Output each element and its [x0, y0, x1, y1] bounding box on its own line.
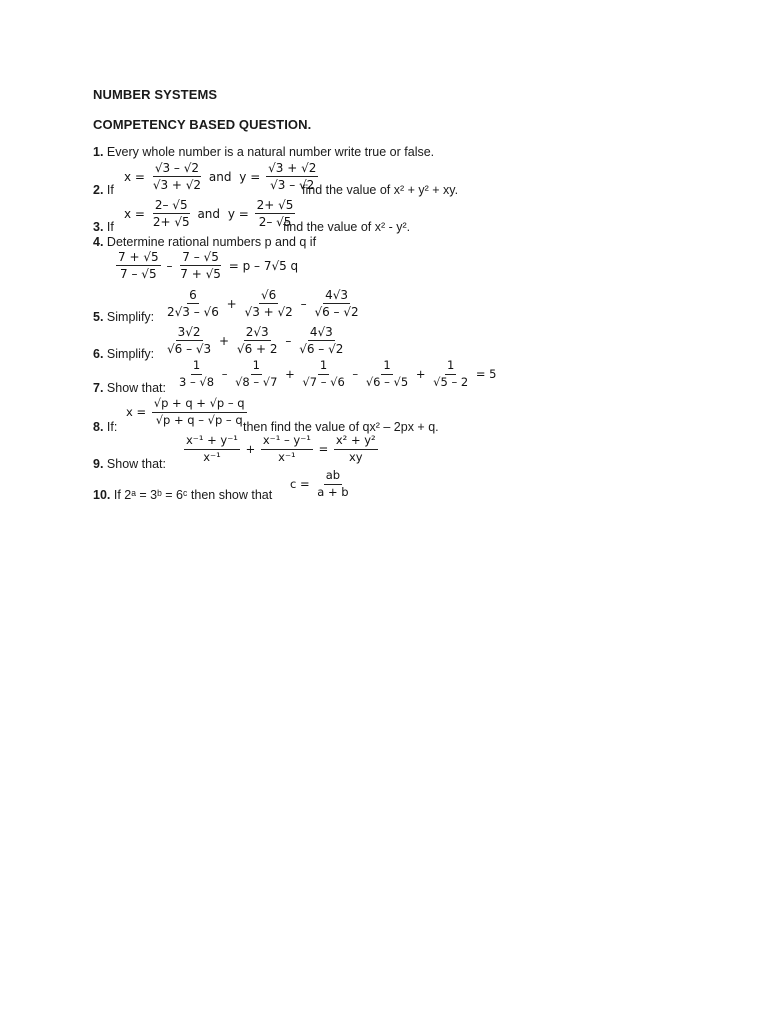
q5-expression: [165, 289, 361, 318]
q8-fraction: [152, 398, 247, 426]
question-3: [93, 220, 114, 234]
question-number: 2.: [93, 183, 104, 197]
q10-lhs: c =: [290, 477, 310, 491]
q2-y-denominator: √3 – √2: [270, 178, 315, 192]
q6-numerator-3: 4√3: [309, 325, 333, 339]
q3-expression: [122, 199, 295, 228]
question-text: Determine rational numbers p and q if: [106, 235, 317, 249]
q6-denominator-3: √6 – √2: [299, 342, 344, 356]
q10-fraction: [315, 470, 350, 498]
q6-operator-2: –: [285, 333, 292, 348]
question-number: 7.: [93, 381, 104, 395]
q7-fraction-1: [177, 360, 216, 388]
q7-numerator-4: 1: [381, 360, 392, 375]
q6-operator-1: +: [219, 333, 230, 348]
q6-fraction-2: [235, 326, 280, 355]
q5-fraction-1: [165, 289, 221, 318]
q7-fraction-5: [431, 360, 470, 388]
q7-operator-3: –: [352, 367, 359, 381]
q5-numerator-1: 6: [189, 288, 197, 302]
question-number: 8.: [93, 420, 104, 434]
q7-numerator-3: 1: [318, 360, 329, 375]
question-text: Show that:: [106, 381, 166, 395]
q7-denominator-5: √5 – 2: [433, 374, 469, 389]
q8-tail: then find the value of qx² – 2px + q.: [243, 420, 439, 434]
q6-expression: [165, 326, 345, 355]
q5-numerator-3: 4√3: [325, 288, 349, 302]
q2-x-lhs: x =: [124, 169, 145, 184]
question-1: [93, 145, 434, 159]
question-4: [93, 235, 316, 249]
q4-denominator-2: 7 + √5: [180, 267, 221, 281]
q7-operator-4: +: [415, 367, 426, 381]
q9-operator: +: [245, 442, 256, 456]
q2-x-fraction: [151, 162, 203, 191]
q7-expression: [177, 360, 498, 388]
q8-lhs: x =: [126, 405, 147, 419]
document-subtitle: COMPETENCY BASED QUESTION.: [93, 117, 312, 132]
q7-numerator-5: 1: [445, 360, 456, 375]
q4-fraction-2: [178, 251, 223, 280]
q3-x-denominator: 2+ √5: [152, 215, 190, 229]
question-9: [93, 457, 166, 471]
q5-denominator-2: √3 + √2: [244, 305, 293, 319]
question-text: If: [106, 220, 114, 234]
q6-denominator-1: √6 – √3: [167, 342, 212, 356]
q7-numerator-1: 1: [191, 360, 202, 375]
q8-numerator: √p + q + √p – q: [152, 398, 247, 413]
question-text: If: [106, 183, 114, 197]
question-2: [93, 183, 114, 197]
q5-denominator-3: √6 – √2: [314, 305, 359, 319]
q9-equals: =: [318, 442, 329, 456]
q5-operator-1: +: [226, 296, 237, 311]
q2-y-lhs: y =: [239, 169, 261, 184]
q10-expression: [288, 470, 351, 498]
q6-fraction-1: [165, 326, 213, 355]
q7-fraction-4: [364, 360, 410, 388]
q2-x-numerator: √3 – √2: [154, 161, 200, 175]
question-number: 1.: [93, 145, 104, 159]
question-number: 9.: [93, 457, 104, 471]
question-8: [93, 420, 117, 434]
q6-numerator-2: 2√3: [245, 325, 269, 339]
question-number: 5.: [93, 310, 104, 324]
q9-denominator-2: x⁻¹: [278, 449, 296, 464]
question-text: Simplify:: [106, 310, 155, 324]
q7-numerator-2: 1: [251, 360, 262, 375]
q9-denominator-3: xy: [348, 449, 363, 464]
q7-operator-2: +: [285, 367, 295, 381]
question-number: 4.: [93, 235, 104, 249]
q8-expression: [124, 398, 247, 426]
q5-numerator-2: √6: [261, 288, 277, 302]
q9-numerator-1: x⁻¹ + y⁻¹: [184, 435, 240, 450]
q9-denominator-1: x⁻¹: [203, 449, 221, 464]
q9-expression: [184, 435, 378, 463]
question-text: If:: [106, 420, 118, 434]
question-10: [93, 488, 272, 502]
q9-fraction-3: [334, 435, 378, 463]
q4-fraction-1: [116, 251, 161, 280]
question-number: 10.: [93, 488, 111, 502]
q7-denominator-1: 3 – √8: [179, 374, 215, 389]
q5-denominator-1: 2√3 – √6: [167, 305, 219, 319]
q3-x-numerator: 2– √5: [154, 198, 188, 212]
q2-x-denominator: √3 + √2: [152, 178, 202, 192]
q9-numerator-2: x⁻¹ – y⁻¹: [261, 435, 313, 450]
q7-fraction-2: [233, 360, 279, 388]
q2-tail: find the value of x² + y² + xy.: [302, 183, 459, 197]
q3-y-lhs: y =: [227, 206, 249, 221]
q5-fraction-3: [312, 289, 360, 318]
question-number: 3.: [93, 220, 104, 234]
question-text: Every whole number is a natural number write true or false.: [106, 145, 435, 159]
q8-denominator: √p + q – √p – q: [155, 412, 243, 427]
q9-numerator-3: x² + y²: [334, 435, 378, 450]
q6-denominator-2: √6 + 2: [236, 342, 278, 356]
q7-denominator-4: √6 – √5: [365, 374, 409, 389]
q3-tail: find the value of x² - y².: [283, 220, 411, 234]
q7-fraction-3: [300, 360, 346, 388]
q3-y-denominator: 2– √5: [258, 215, 292, 229]
q4-expression: [116, 251, 300, 280]
q3-x-fraction: [151, 199, 192, 228]
q4-numerator-1: 7 + √5: [118, 250, 159, 264]
q2-expression: [122, 162, 318, 191]
q7-denominator-3: √7 – √6: [302, 374, 345, 389]
q3-x-lhs: x =: [124, 206, 145, 221]
q6-fraction-3: [297, 326, 345, 355]
q3-and: and: [197, 206, 221, 221]
question-5: [93, 310, 154, 324]
q5-operator-2: –: [300, 296, 307, 311]
q4-denominator-1: 7 – √5: [120, 267, 157, 281]
document-title: NUMBER SYSTEMS: [93, 87, 218, 102]
question-text: If 2ᵃ = 3ᵇ = 6ᶜ then show that: [113, 488, 273, 502]
question-text: Simplify:: [106, 347, 155, 361]
question-number: 6.: [93, 347, 104, 361]
q9-fraction-1: [184, 435, 240, 463]
question-text: Show that:: [106, 457, 166, 471]
q7-operator-1: –: [221, 367, 228, 381]
q3-y-numerator: 2+ √5: [256, 198, 294, 212]
q10-numerator: ab: [324, 470, 342, 485]
q6-numerator-1: 3√2: [177, 325, 201, 339]
q4-rhs: = p – 7√5 q: [228, 258, 299, 273]
q7-rhs: = 5: [475, 367, 497, 381]
q4-numerator-2: 7 – √5: [182, 250, 219, 264]
q7-denominator-2: √8 – √7: [235, 374, 278, 389]
question-6: [93, 347, 154, 361]
q2-y-numerator: √3 + √2: [268, 161, 317, 175]
q2-and: and: [208, 169, 232, 184]
q4-operator: –: [166, 258, 173, 273]
q9-fraction-2: [261, 435, 313, 463]
q10-denominator: a + b: [317, 484, 349, 499]
question-7: [93, 381, 166, 395]
q5-fraction-2: [243, 289, 295, 318]
